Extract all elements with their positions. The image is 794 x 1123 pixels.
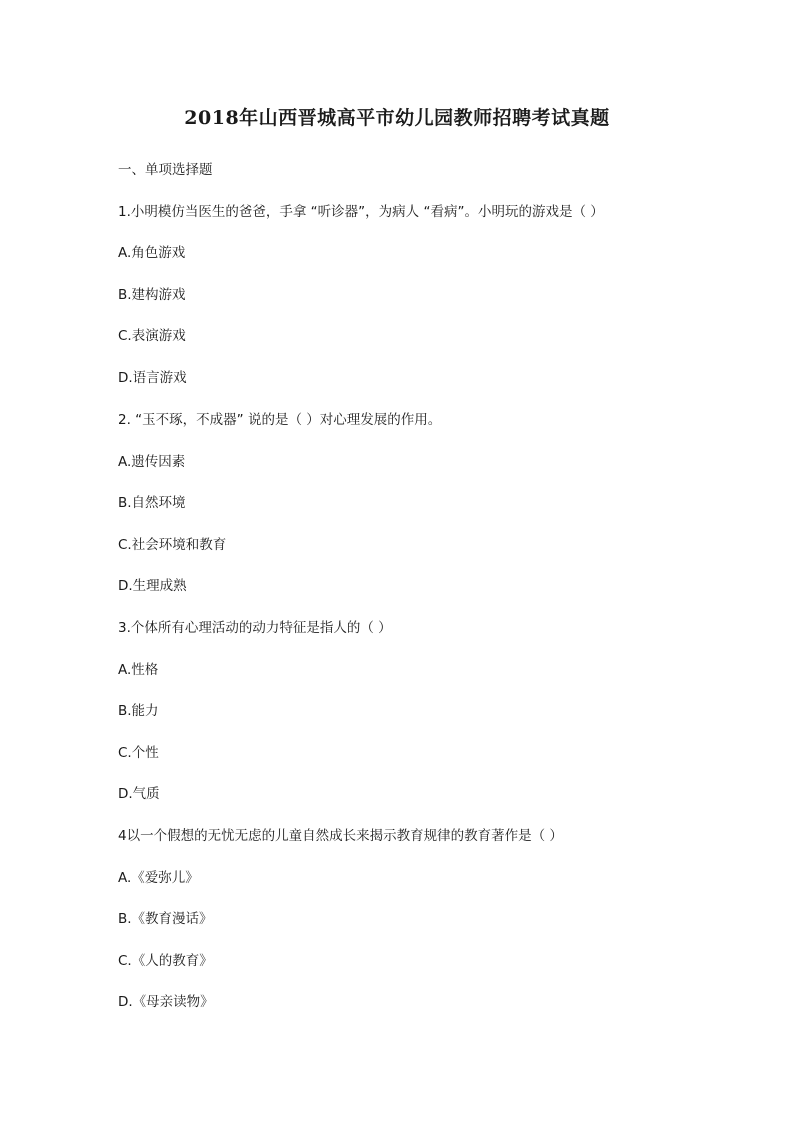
question-option: D.生理成熟 bbox=[118, 578, 187, 594]
question-option: C.个性 bbox=[118, 745, 159, 761]
question-option: D.《母亲读物》 bbox=[118, 994, 214, 1010]
question-option: C.《人的教育》 bbox=[118, 953, 213, 969]
question-option: B.自然环境 bbox=[118, 495, 186, 511]
question-stem: 1.小明模仿当医生的爸爸，手拿 “听诊器”，为病人 “看病”。小明玩的游戏是（ ） bbox=[118, 204, 604, 220]
question-option: A.性格 bbox=[118, 662, 159, 678]
question-option: A.《爱弥儿》 bbox=[118, 870, 199, 886]
question-option: B.《教育漫话》 bbox=[118, 911, 213, 927]
question-stem: 2. “玉不琢，不成器” 说的是（ ）对心理发展的作用。 bbox=[118, 412, 442, 428]
question-option: C.社会环境和教育 bbox=[118, 537, 227, 553]
section-heading: 一、单项选择题 bbox=[118, 162, 213, 178]
document-title: 2018年山西晋城高平市幼儿园教师招聘考试真题 bbox=[184, 107, 610, 129]
question-option: D.语言游戏 bbox=[118, 370, 187, 386]
question-option: B.建构游戏 bbox=[118, 287, 186, 303]
question-stem: 4以一个假想的无忧无虑的儿童自然成长来揭示教育规律的教育著作是（ ） bbox=[118, 828, 563, 844]
question-option: A.角色游戏 bbox=[118, 245, 186, 261]
question-option: B.能力 bbox=[118, 703, 159, 719]
question-option: C.表演游戏 bbox=[118, 328, 186, 344]
question-option: D.气质 bbox=[118, 786, 160, 802]
question-option: A.遗传因素 bbox=[118, 454, 186, 470]
question-stem: 3.个体所有心理活动的动力特征是指人的（ ） bbox=[118, 620, 392, 636]
